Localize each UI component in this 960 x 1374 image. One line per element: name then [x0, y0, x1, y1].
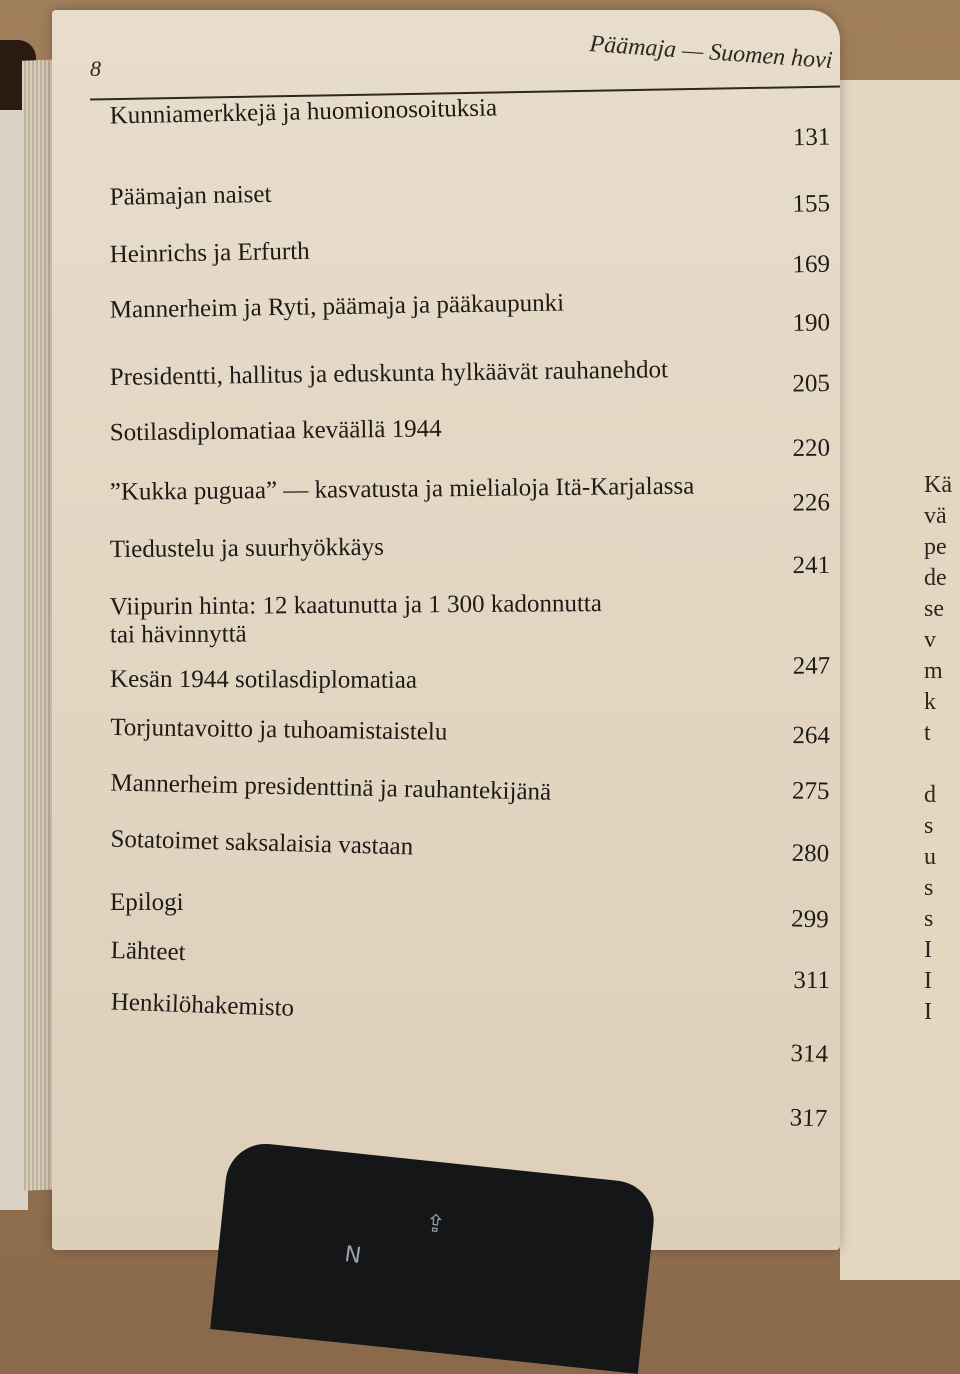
facing-page-letter: s [924, 906, 934, 932]
facing-page-letter: I [924, 999, 932, 1025]
facing-page-letter: pe [924, 534, 947, 560]
phone-arrow-icon: ⇪ [423, 1208, 447, 1239]
toc-entry [109, 87, 830, 166]
toc-entry-page: 155 [792, 190, 831, 218]
toc-entry-page: 226 [792, 489, 831, 517]
toc-entry-title: Kesän 1944 sotilasdiplomatiaa [110, 665, 418, 694]
facing-page-letter: k [924, 689, 936, 715]
toc-entry-page: 205 [792, 369, 831, 398]
toc-entry-title: Presidentti, hallitus ja eduskunta hylkäävät rauhanehdot [109, 356, 669, 392]
toc-entry-title: Tiedustelu ja suurhyökkäys [109, 533, 385, 564]
facing-page-letter: s [924, 875, 934, 901]
facing-page-letter: m [924, 658, 943, 684]
facing-page-letter: s [924, 813, 934, 839]
toc-entry-page: 220 [792, 434, 831, 463]
toc-entry-title: Mannerheim presidenttinä ja rauhantekijänä [110, 769, 552, 806]
toc-entry-title: Mannerheim ja Ryti, päämaja ja pääkaupunki [109, 289, 565, 324]
toc-entry-title: Viipurin hinta: 12 kaatunutta ja 1 300 kadonnutta tai hävinnyttä [109, 590, 602, 649]
toc-entry-page: 247 [792, 652, 831, 680]
facing-page-letter: Kä [924, 472, 952, 498]
toc-entry-title: Epilogi [110, 889, 184, 916]
toc-entry-title: Heinrichs ja Erfurth [109, 237, 310, 269]
toc-entry-page: 299 [790, 905, 830, 934]
facing-page-letter: u [924, 844, 936, 870]
toc-entry-title: Torjuntavoitto ja tuhoamistaistelu [110, 713, 448, 746]
facing-page-letter: I [924, 937, 932, 963]
toc-entry-title: Sotilasdiplomatiaa keväällä 1944 [109, 415, 442, 447]
facing-page-letter: se [924, 596, 944, 622]
toc-entry-page: 169 [792, 250, 831, 279]
toc-entry-page: 311 [793, 967, 830, 994]
table-of-contents [110, 95, 840, 1135]
toc-entry-title: Lähteet [110, 936, 186, 967]
toc-entry-page: 241 [792, 551, 831, 580]
toc-entry-page: 314 [790, 1039, 829, 1069]
toc-entry-page: 190 [792, 309, 831, 337]
toc-entry-page: 317 [789, 1104, 828, 1133]
facing-page-letter: I [924, 968, 932, 994]
toc-entry-title: Sotatoimet saksalaisia vastaan [110, 825, 414, 861]
toc-entry-title: Henkilöhakemisto [110, 988, 295, 1022]
facing-page-letter [924, 749, 960, 780]
facing-page-text [924, 470, 960, 1028]
facing-page-letter: v [924, 627, 936, 653]
toc-entry-title: Päämajan naiset [109, 180, 272, 211]
toc-entry [110, 285, 831, 360]
page-number: 8 [90, 56, 101, 81]
facing-page-letter: de [924, 565, 947, 591]
toc-entry-page: 280 [791, 839, 830, 868]
toc-entry-page: 264 [792, 722, 830, 750]
toc-entry-title: Kunniamerkkejä ja huomionosoituksia [109, 94, 498, 130]
facing-page-letter: d [924, 782, 936, 808]
toc-entry-title: ”Kukka puguaa” — kasvatusta ja mielialoja Itä-Karjalassa [109, 472, 695, 506]
toc-entry-page: 275 [791, 777, 830, 806]
facing-page-letter: vä [924, 503, 947, 529]
facing-page-letter: t [924, 720, 931, 746]
phone-label: N [343, 1238, 364, 1267]
toc-entry-page: 131 [792, 123, 831, 152]
running-title: Päämaja — Suomen hovi [588, 31, 833, 74]
